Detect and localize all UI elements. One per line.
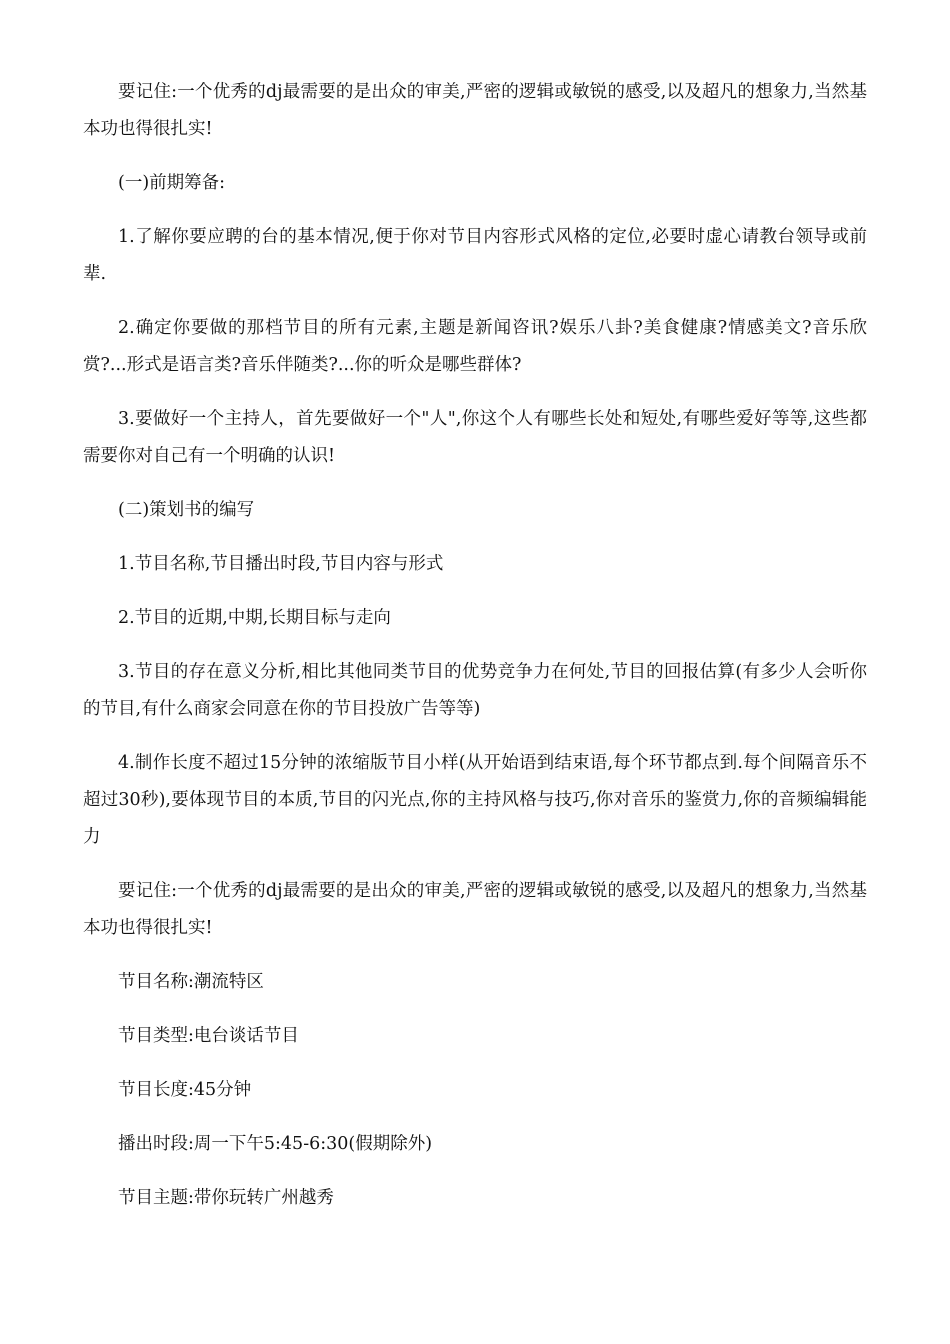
- document-body: [83, 74, 867, 1234]
- paragraph-prep-1: 1.了解你要应聘的台的基本情况,便于你对节目内容形式风格的定位,必要时虚心请教台领导或前辈.: [83, 227, 867, 284]
- program-theme: 节目主题:带你玩转广州越秀: [118, 1188, 334, 1208]
- program-type: 节目类型:电台谈话节目: [118, 1026, 299, 1046]
- paragraph-prep-3: 3.要做好一个主持人，首先要做好一个"人",你这个人有哪些长处和短处,有哪些爱好等等,这些都需要你对自己有一个明确的认识!: [83, 409, 867, 466]
- program-airtime: 播出时段:周一下午5:45-6:30(假期除外): [118, 1134, 433, 1154]
- paragraph-dj-reminder-repeat: 要记住:一个优秀的dj最需要的是出众的审美,严密的逻辑或敏锐的感受,以及超凡的想象力,当然基本功也得很扎实!: [83, 881, 867, 938]
- paragraph-proposal-4: 4.制作长度不超过15分钟的浓缩版节目小样(从开始语到结束语,每个环节都点到.每个间隔音乐不超过30秒),要体现节目的本质,节目的闪光点,你的主持风格与技巧,你对音乐的鉴赏力,你的音频编辑能力: [83, 753, 867, 847]
- program-length: 节目长度:45分钟: [118, 1080, 252, 1100]
- section-heading-preparation: (一)前期筹备:: [118, 173, 226, 193]
- program-name: 节目名称:潮流特区: [118, 972, 264, 992]
- paragraph-proposal-3: 3.节目的存在意义分析,相比其他同类节目的优势竞争力在何处,节目的回报估算(有多少人会听你的节目,有什么商家会同意在你的节目投放广告等等): [83, 662, 867, 719]
- paragraph-proposal-1: 1.节目名称,节目播出时段,节目内容与形式: [118, 554, 444, 574]
- paragraph-dj-reminder: 要记住:一个优秀的dj最需要的是出众的审美,严密的逻辑或敏锐的感受,以及超凡的想象力,当然基本功也得很扎实!: [83, 82, 867, 139]
- paragraph-prep-2: 2.确定你要做的那档节目的所有元素,主题是新闻咨讯?娱乐八卦?美食健康?情感美文?音乐欣赏?...形式是语言类?音乐伴随类?...你的听众是哪些群体?: [83, 318, 867, 375]
- section-heading-proposal: (二)策划书的编写: [118, 500, 255, 520]
- paragraph-proposal-2: 2.节目的近期,中期,长期目标与走向: [118, 608, 391, 628]
